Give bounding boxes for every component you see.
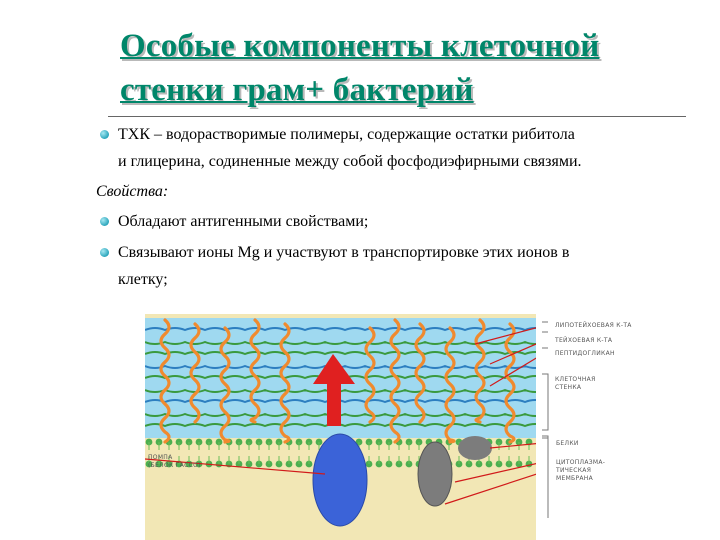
bullet-teichoic-definition — [96, 121, 706, 175]
label-pump-protein: ПОМПА (БЕЛОК ГАССО) — [148, 454, 201, 469]
label-teichoic-acid: ТЕЙХОЕВАЯ К-ТА — [555, 337, 613, 344]
bullet-text-line: Обладают антигенными свойствами; — [118, 213, 369, 230]
bullet-text-line: клетку; — [118, 271, 168, 288]
bullet-dot-icon — [100, 217, 109, 226]
title-line-1: Особые компоненты клеточной — [120, 28, 600, 64]
slide-title — [120, 24, 680, 112]
label-cell-wall: КЛЕТОЧНАЯ СТЕНКА — [555, 376, 596, 391]
bullet-magnesium — [96, 239, 706, 293]
label-proteins: БЕЛКИ — [556, 440, 579, 447]
surface-protein-gray — [458, 436, 492, 460]
cell-wall-diagram — [145, 314, 536, 540]
label-lipoteichoic-acid: ЛИПОТЕЙХОЕВАЯ К-ТА — [555, 322, 632, 329]
title-line-2: стенки грам+ бактерий — [120, 72, 474, 108]
label-peptidoglycan: ПЕПТИДОГЛИКАН — [555, 350, 615, 357]
bullet-text-line: Связывают ионы Mg и участвуют в транспортировке этих ионов в — [118, 244, 570, 261]
title-divider — [108, 116, 686, 117]
properties-label: Свойства: — [96, 183, 169, 200]
bullet-text-line: и глицерина, содиненные между собой фосфодиэфирными связями. — [118, 153, 582, 170]
bullet-antigenic — [96, 208, 706, 235]
bullet-dot-icon — [100, 130, 109, 139]
membrane-protein-gray — [418, 442, 452, 506]
pump-protein — [313, 434, 367, 526]
bullet-dot-icon — [100, 248, 109, 257]
bullet-text-line: ТХК – водорастворимые полимеры, содержащие остатки рибитола — [118, 126, 575, 143]
label-cytoplasmic-membrane: ЦИТОПЛАЗМА- ТИЧЕСКАЯ МЕМБРАНА — [556, 459, 606, 482]
label-brackets — [538, 318, 552, 518]
slide-body — [96, 121, 706, 293]
